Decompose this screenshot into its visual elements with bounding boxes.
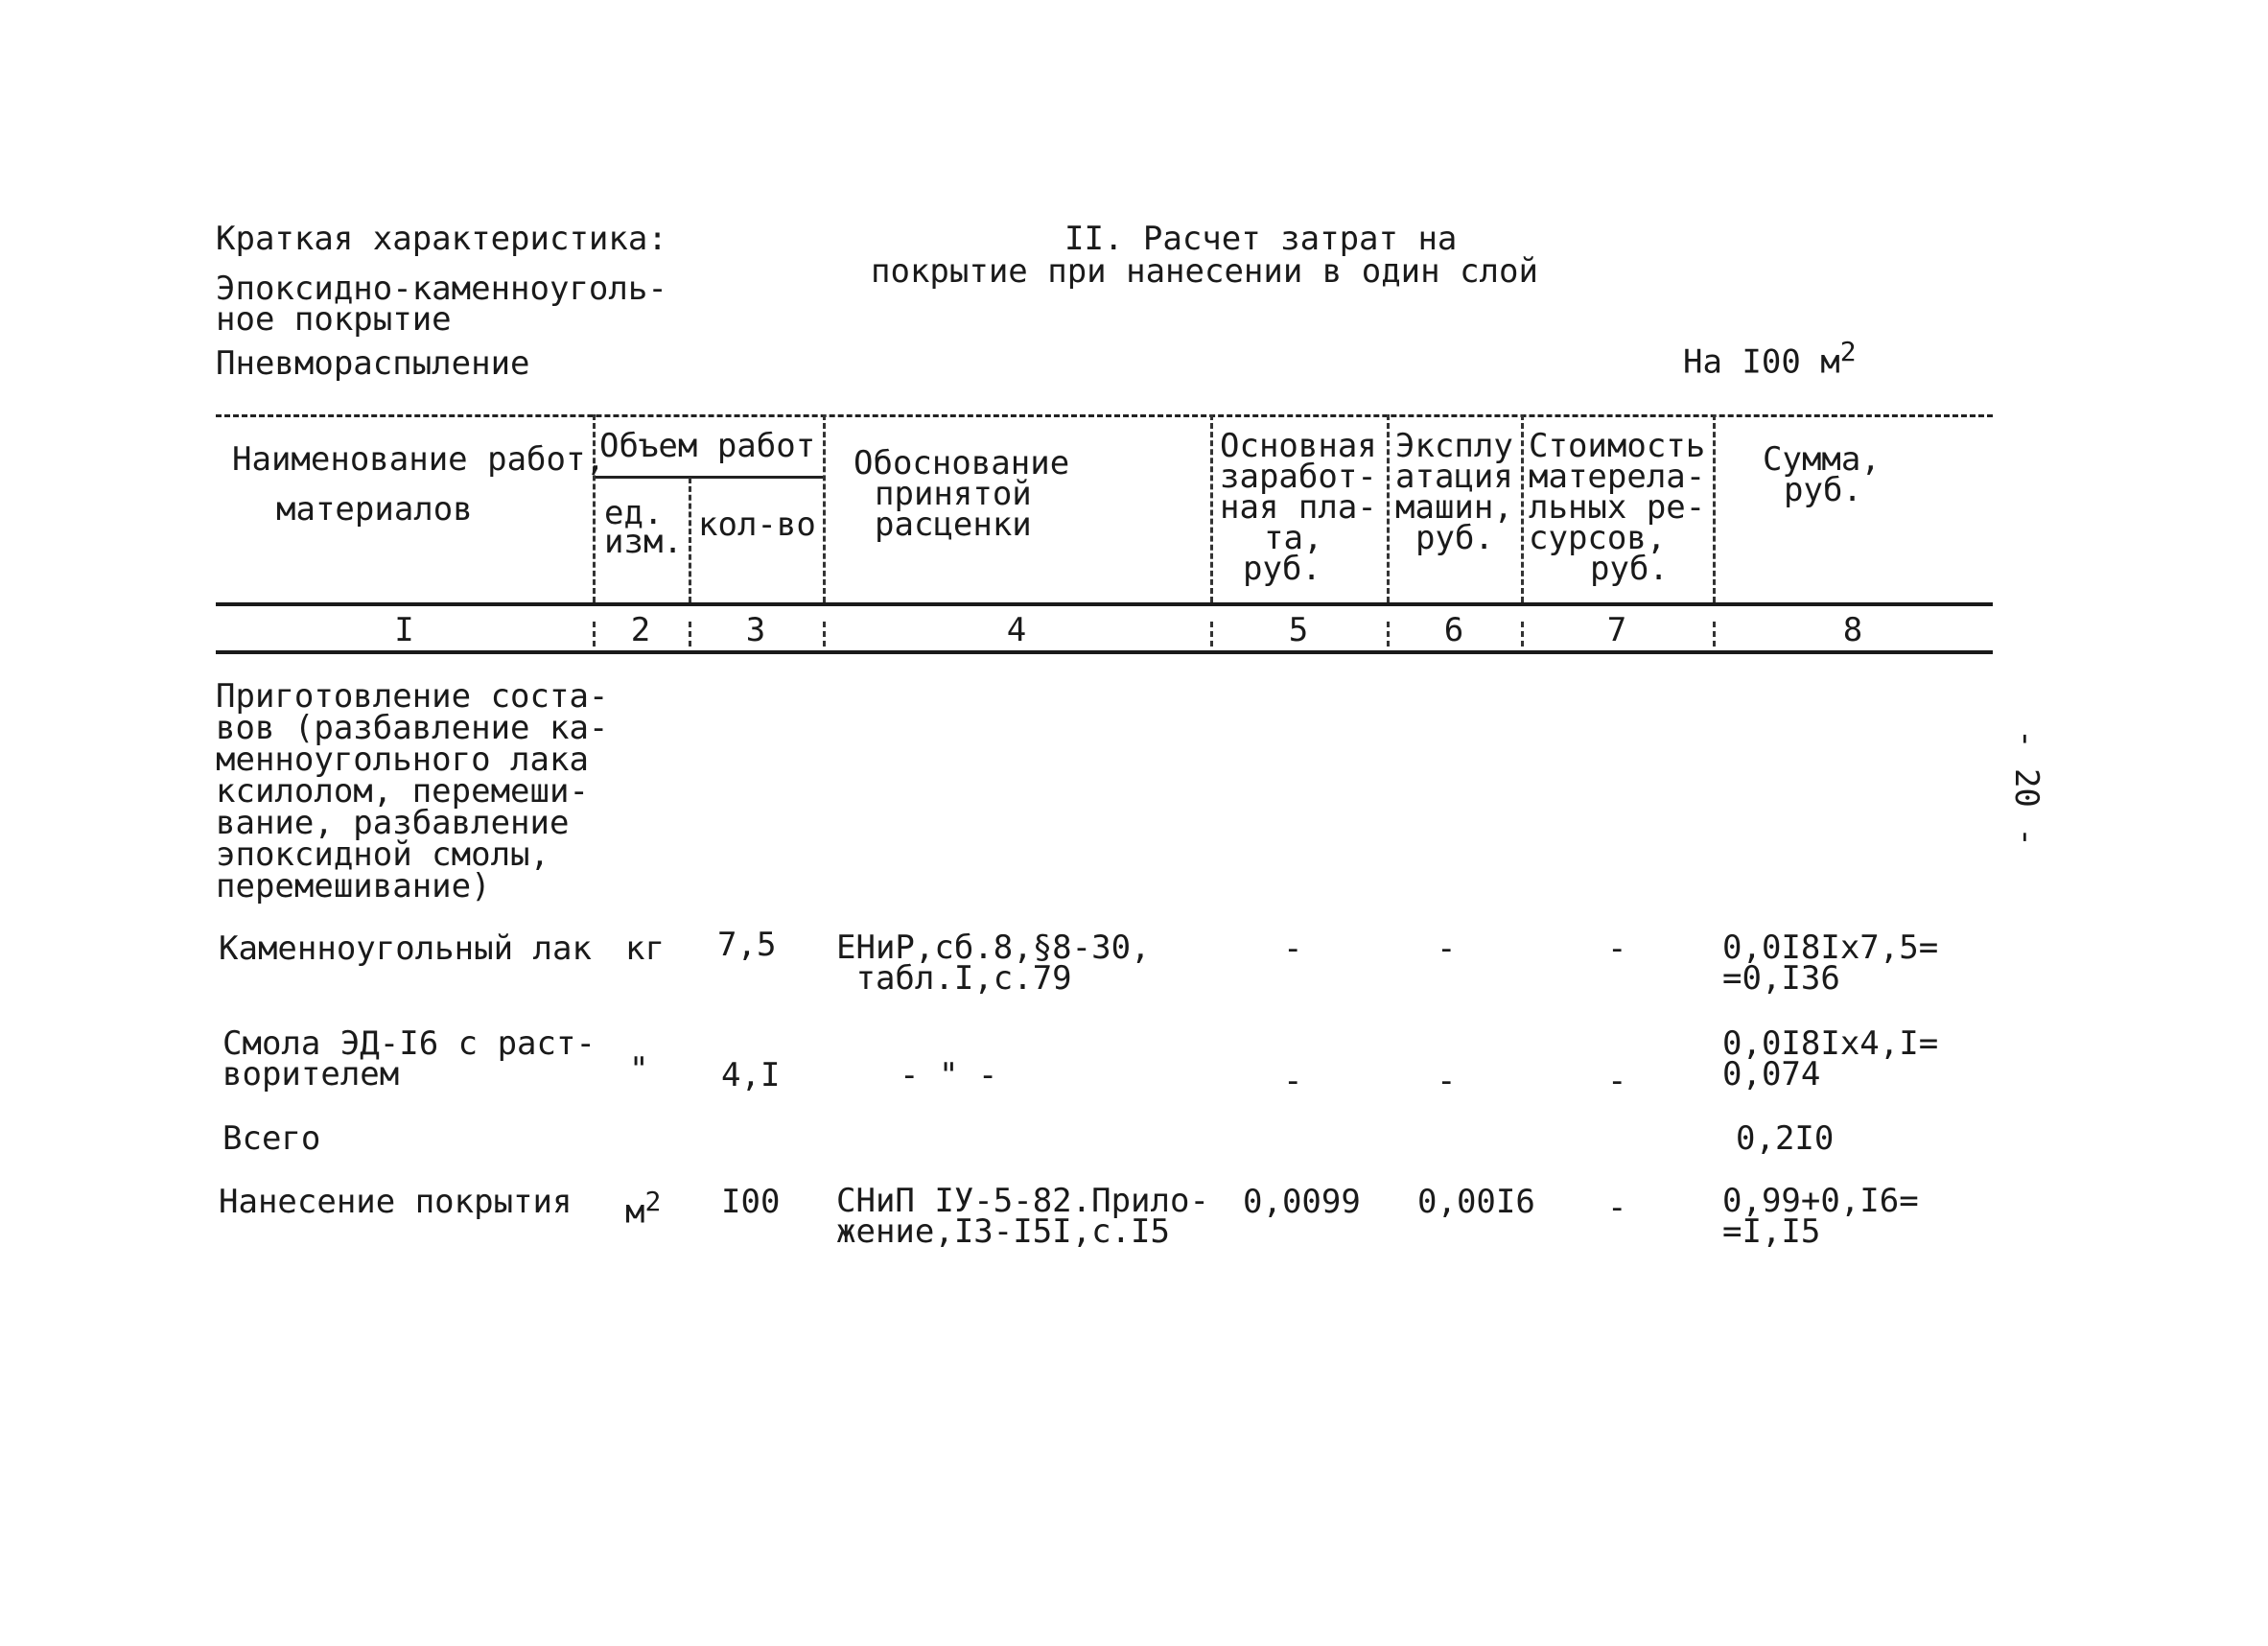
apply-wage: 0,0099 [1243, 1183, 1361, 1221]
row2-unit: " [629, 1050, 649, 1089]
application-method: Пневмораспыление [216, 344, 530, 383]
colnum-sep-5 [1387, 622, 1390, 647]
row1-wage: - [1283, 929, 1303, 968]
col4-header-line2: принятой [875, 475, 1032, 513]
col5-header-line5: руб. [1243, 550, 1321, 588]
colnum-8: 8 [1842, 611, 1863, 649]
col1-header-line2: материалов [276, 490, 473, 529]
header-bottom-rule [216, 602, 1993, 606]
col7-header-line4: сурсов, [1529, 519, 1667, 557]
col8-header-line1: Сумма, [1763, 440, 1881, 479]
table-top-rule [216, 414, 1993, 417]
apply-materials: - [1607, 1188, 1627, 1227]
unit-note [1683, 336, 1857, 382]
colnum-sep-1 [593, 622, 596, 647]
brief-label: Краткая характеристика: [216, 220, 667, 258]
colnum-4: 4 [1006, 611, 1027, 649]
col7-header-line3: льных ре- [1529, 488, 1706, 527]
colnum-sep-6 [1521, 622, 1524, 647]
row1-unit: кг [625, 929, 665, 968]
row1-name: Каменноугольный лак [219, 929, 592, 968]
row1-machines: - [1437, 929, 1457, 968]
col5-header-line3: ная пла- [1220, 488, 1377, 527]
colnum-1: I [394, 611, 414, 649]
col-sep-7 [1713, 414, 1716, 602]
col8-header-line2: руб. [1784, 471, 1862, 509]
row2-sum: 0,0I8Ix4,I= 0,074 [1722, 1024, 1939, 1093]
col4-header-line3: расценки [875, 506, 1032, 544]
row2-name: Смола ЭД-I6 с раст- ворителем [222, 1024, 596, 1093]
col1-header-line1: Наименование работ, [232, 440, 605, 479]
volume-subrule [593, 476, 823, 479]
colnum-5: 5 [1288, 611, 1309, 649]
row2-qty: 4,I [721, 1056, 781, 1094]
col2-header-line1: ед. [604, 494, 664, 532]
colnum-bottom-rule [216, 650, 1993, 654]
col2-header-line2: изм. [604, 523, 683, 561]
col4-header-line1: Обоснование [853, 444, 1070, 482]
coating-line1: Эпоксидно-каменноуголь- [216, 270, 667, 308]
apply-qty: I00 [721, 1183, 781, 1221]
apply-name: Нанесение покрытия [219, 1183, 573, 1221]
col-sep-3 [823, 414, 826, 602]
row2-machines: - [1437, 1062, 1457, 1100]
page-number: - 20 - [2007, 729, 2046, 847]
col5-header-line2: заработ- [1220, 458, 1377, 496]
row2-basis: - " - [900, 1056, 998, 1094]
total-sum: 0,2I0 [1736, 1119, 1835, 1158]
apply-unit [625, 1186, 662, 1232]
row1-basis: ЕНиР,сб.8,§8-30, табл.I,с.79 [836, 929, 1151, 998]
colnum-sep-3 [823, 622, 826, 647]
col6-header-line4: руб. [1415, 519, 1494, 557]
total-label: Всего [222, 1119, 321, 1158]
apply-sum: 0,99+0,I6= =I,I5 [1722, 1182, 1919, 1251]
col5-header-line1: Основная [1220, 427, 1377, 465]
row1-materials: - [1607, 929, 1627, 968]
col5-header-line4: та, [1264, 519, 1323, 557]
colnum-7: 7 [1606, 611, 1627, 649]
apply-basis: СНиП IУ-5-82.Прило- жение,I3-I5I,с.I5 [836, 1182, 1209, 1251]
col-sep-6 [1521, 414, 1524, 602]
colnum-sep-2 [689, 622, 691, 647]
row2-wage: - [1283, 1062, 1303, 1100]
apply-machines: 0,00I6 [1417, 1183, 1535, 1221]
col-sep-2 [689, 478, 691, 602]
coating-line2: ное покрытие [216, 300, 452, 339]
row2-materials: - [1607, 1062, 1627, 1100]
col-sep-4 [1210, 414, 1213, 602]
prep-description: Приготовление соста- вов (разбавление ка- менноугольного лака ксилолом, перемеши- вание, разбавление эпоксидной смолы, перемешивание) [216, 677, 609, 905]
row1-sum: 0,0I8Ix7,5= =0,I36 [1722, 929, 1939, 998]
colnum-2: 2 [630, 611, 651, 649]
volume-header: Объем работ [599, 427, 816, 465]
col6-header-line3: машин, [1395, 488, 1513, 527]
apply-unit-sup: 2 [644, 1186, 662, 1217]
col7-header-line1: Стоимость [1529, 427, 1706, 465]
section-title-line2: покрытие при нанесении в один слой [871, 252, 1538, 291]
col7-header-line2: матерела- [1529, 458, 1706, 496]
colnum-6: 6 [1443, 611, 1464, 649]
colnum-sep-7 [1713, 622, 1716, 647]
col6-header-line2: атация [1395, 458, 1513, 496]
unit-note-text: На I00 м [1683, 342, 1840, 382]
apply-unit-text: м [625, 1192, 645, 1232]
col6-header-line1: Эксплу [1395, 427, 1513, 465]
col7-header-line5: руб. [1590, 550, 1669, 588]
unit-note-sup: 2 [1839, 336, 1857, 367]
col3-header: кол-во [698, 506, 816, 544]
row1-qty: 7,5 [717, 926, 777, 964]
colnum-sep-4 [1210, 622, 1213, 647]
col-sep-5 [1387, 414, 1390, 602]
colnum-3: 3 [745, 611, 766, 649]
section-title-line1: II. Расчет затрат на [1064, 220, 1458, 258]
